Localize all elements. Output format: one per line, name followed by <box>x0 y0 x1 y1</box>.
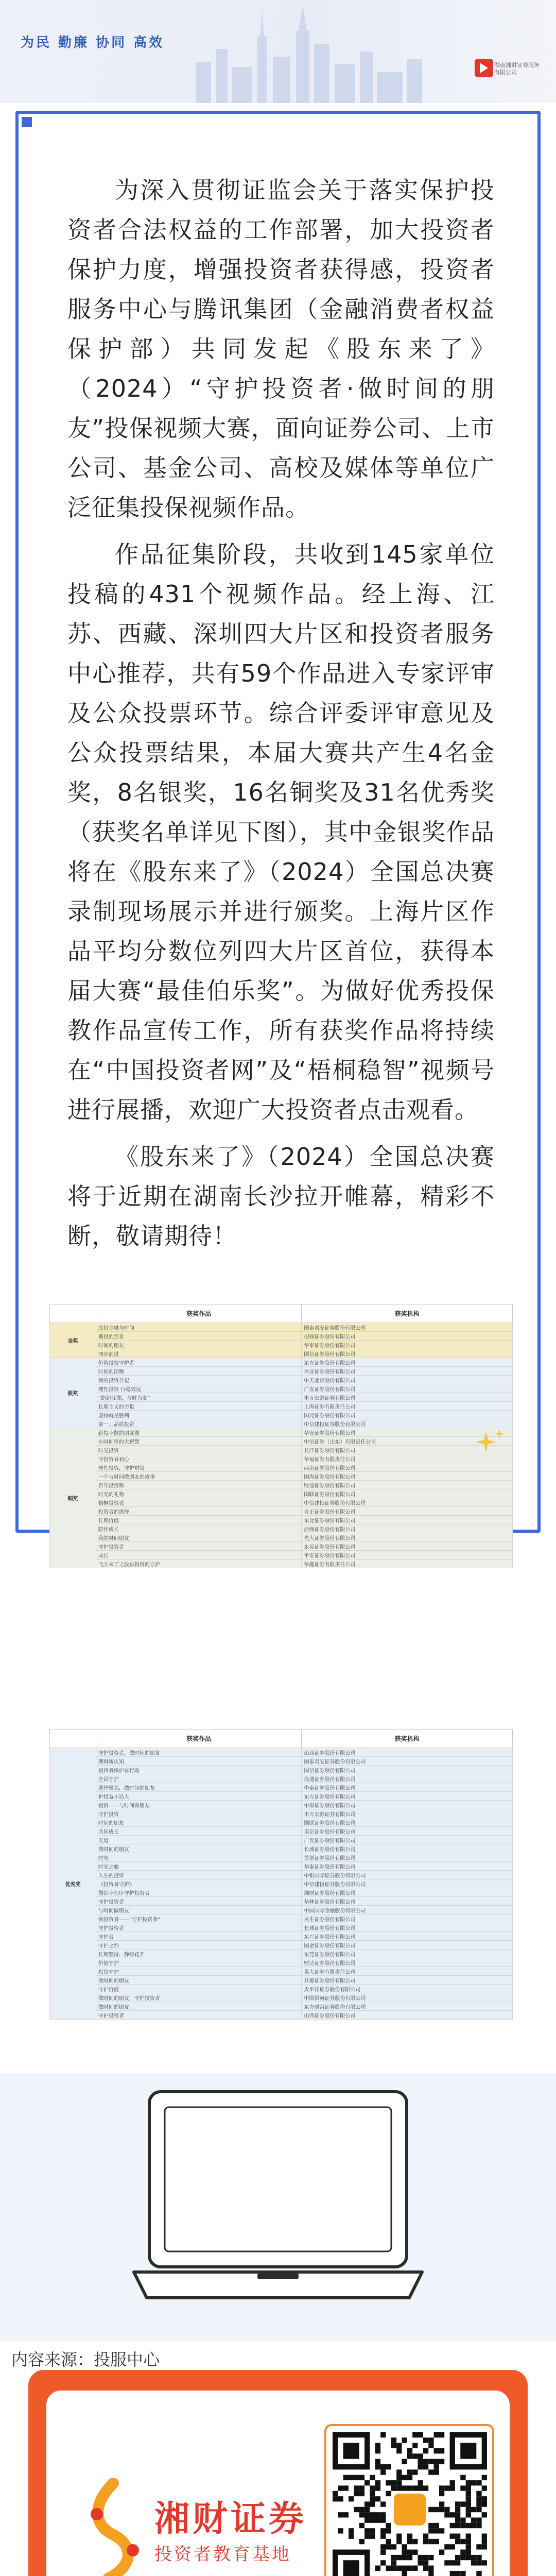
award-work: 理财新认知 <box>96 1757 302 1766</box>
laptop-illustration-section <box>0 2074 556 2342</box>
award-work: 飞天来了之股东投资的守护 <box>96 1560 302 1568</box>
award-work: 长期坚持，静待花开 <box>96 1950 302 1958</box>
award-organization: 中国国际金融股份有限公司 <box>302 1906 513 1914</box>
table-row <box>50 1516 513 1524</box>
award-work: 一个与时间做朋友的故事 <box>96 1472 302 1481</box>
table-row <box>50 1419 513 1428</box>
award-work: 投资者保护在行动 <box>96 1766 302 1774</box>
award-work: 第一…品质投资 <box>96 1419 302 1428</box>
award-work: 守护投资者 <box>96 2011 302 2020</box>
table-row <box>50 1792 513 1801</box>
award-organization: 开源证券股份有限公司 <box>302 1976 513 1985</box>
award-work: 守护投资者 <box>96 1923 302 1932</box>
brand-logo-icon <box>82 2478 149 2576</box>
award-work: 股价金融与时间 <box>96 1323 302 1332</box>
table-row <box>50 2011 513 2020</box>
table-row <box>50 1958 513 1967</box>
article-body <box>67 171 495 1263</box>
award-organization: 东莞证券股份有限公司 <box>302 1950 513 1958</box>
award-organization: 招商证券股份有限公司 <box>302 1332 513 1341</box>
award-work: 时光之旅 <box>96 1862 302 1871</box>
table-header-org: 获奖机构 <box>302 1304 513 1323</box>
table-row <box>50 1862 513 1871</box>
award-organization: 光大证券股份有限公司 <box>302 1533 513 1542</box>
award-work: 理性投资 行稳致远 <box>96 1384 302 1393</box>
table-row <box>50 1463 513 1472</box>
table-row <box>50 1774 513 1783</box>
award-organization: 国联证券股份有限公司 <box>302 1489 513 1498</box>
award-organization: 东方财富证券股份有限公司 <box>302 2002 513 2011</box>
award-organization: 财通证券股份有限公司 <box>302 1481 513 1489</box>
award-organization: 申万宏源证券有限公司 <box>302 1393 513 1402</box>
award-work: 别投的惊喜 <box>96 1332 302 1341</box>
table-row <box>50 1879 513 1888</box>
award-organization: 中天北京股份有限公司 <box>302 1376 513 1384</box>
brand-name: 湘财证券 <box>154 2498 307 2539</box>
award-organization: 国泰君安证券股份有限公司 <box>302 1757 513 1766</box>
award-work: 守护投资者 <box>96 1897 302 1906</box>
award-work: 守护投资 <box>96 1809 302 1818</box>
table-row <box>50 1454 513 1463</box>
award-category: 优秀奖 <box>50 1748 96 2020</box>
award-organization: 上海证券有限责任公司 <box>302 1402 513 1411</box>
table-row <box>50 1871 513 1879</box>
table-row <box>50 1489 513 1498</box>
award-work: 我投资者——“守护投资者” <box>96 1914 302 1923</box>
award-organization: 太平洋证券股份有限公司 <box>302 1985 513 1993</box>
award-work: 护投益小达人 <box>96 1792 302 1801</box>
table-row <box>50 1341 513 1349</box>
table-row <box>50 1481 513 1489</box>
award-organization: 浙商证券股份有限公司 <box>302 1524 513 1533</box>
award-work: 新投小散的朋友圈 <box>96 1428 302 1437</box>
table-row <box>50 1809 513 1818</box>
table-row <box>50 1507 513 1516</box>
table-row <box>50 1923 513 1932</box>
award-work: 时间的朋友 <box>96 1341 302 1349</box>
table-row <box>50 1367 513 1376</box>
city-skyline-illustration <box>185 0 432 103</box>
award-organization: 国泰君安证券股份有限公司 <box>302 1323 513 1332</box>
award-organization: 华泰证券股份有限公司 <box>302 1862 513 1871</box>
award-work: 我的时间朋友 <box>96 1533 302 1542</box>
award-organization: 国信证券股份有限公司 <box>302 1766 513 1774</box>
award-work: 守护价值 <box>96 1985 302 1993</box>
content-source: 内容来源：投服中心 <box>11 2350 160 2369</box>
award-work: 时光投资 <box>96 1446 302 1454</box>
table-row <box>50 1472 513 1481</box>
table-row <box>50 1446 513 1454</box>
award-work: 陪伴成长 <box>96 1524 302 1533</box>
table-header-row <box>50 1730 513 1748</box>
table-row <box>50 1836 513 1844</box>
award-organization: 华泰证券股份有限公司 <box>302 1341 513 1349</box>
award-work: 人生的投资 <box>96 1871 302 1879</box>
award-work: 时间的朋友 <box>96 1818 302 1827</box>
award-work: 长期价值 <box>96 1516 302 1524</box>
award-organization: 东吴证券股份有限公司 <box>302 1542 513 1551</box>
award-organization: 中信建投证券股份有限公司 <box>302 1419 513 1428</box>
sparkle-decoration-icon <box>476 1427 507 1458</box>
award-work: 投资者的选择 <box>96 1507 302 1516</box>
table-row <box>50 1384 513 1393</box>
award-organization: 长江证券股份有限公司 <box>302 1446 513 1454</box>
award-organization: 湘财证券股份有限公司 <box>302 1888 513 1897</box>
award-work: 时光 <box>96 1853 302 1862</box>
table-row <box>50 1437 513 1446</box>
award-organization: 长城证券股份有限公司 <box>302 1923 513 1932</box>
award-work: 做时间的朋友，守护投资者 <box>96 1993 302 2002</box>
award-organization: 山西证券股份有限公司 <box>302 2011 513 2020</box>
table-row <box>50 1551 513 1560</box>
table-row <box>50 1332 513 1341</box>
table-row <box>50 1358 513 1367</box>
award-organization: 平安证券股份有限公司 <box>302 1551 513 1560</box>
award-organization: 国元证券股份有限公司 <box>302 1411 513 1419</box>
table-row <box>50 1428 513 1437</box>
award-organization: 民生证券股份有限公司 <box>302 1914 513 1923</box>
table-row <box>50 1393 513 1402</box>
award-category: 银奖 <box>50 1358 96 1428</box>
company-logo-icon <box>474 58 494 78</box>
table-row <box>50 1932 513 1941</box>
table-row <box>50 1827 513 1836</box>
laptop-icon <box>129 2087 427 2308</box>
table-row <box>50 1498 513 1507</box>
qr-code[interactable] <box>333 2432 487 2576</box>
award-work: 梧桐投资说 <box>96 1498 302 1507</box>
award-organization: 山西证券股份有限公司 <box>302 1748 513 1757</box>
award-organization: 兴业证券股份有限公司 <box>302 1367 513 1376</box>
award-organization: 中信建投证券股份有限公司 <box>302 1498 513 1507</box>
table-row <box>50 1801 513 1809</box>
award-organization: 华福证券有限责任公司 <box>302 1454 513 1463</box>
table-row <box>50 1897 513 1906</box>
award-work: 选择慢美，做时间的朋友 <box>96 1783 302 1792</box>
award-organization: 中银国际证券股份有限公司 <box>302 1871 513 1879</box>
award-organization: 海通证券股份有限公司 <box>302 1774 513 1783</box>
award-work: 《投资者守护》 <box>96 1879 302 1888</box>
table-header-category <box>50 1304 96 1323</box>
award-work: 价值守护 <box>96 1958 302 1967</box>
table-row <box>50 1533 513 1542</box>
table-row <box>50 1844 513 1853</box>
award-organization: 东兴证券股份有限公司 <box>302 1932 513 1941</box>
table-header-row <box>50 1304 513 1323</box>
award-organization: 中信建投证券股份有限公司 <box>302 1879 513 1888</box>
award-work: 价值投资守护者 <box>96 1358 302 1367</box>
award-organization: 国信证券股份有限公司 <box>302 1349 513 1358</box>
promo-inner-card <box>46 2391 510 2576</box>
award-work: 投资——与时间做朋友 <box>96 1801 302 1809</box>
award-table-excellent <box>49 1729 513 2020</box>
award-work: 守护投资者 <box>96 1542 302 1551</box>
award-organization: 华林证券股份有限公司 <box>302 1897 513 1906</box>
table-row <box>50 1542 513 1551</box>
table-row <box>50 1766 513 1774</box>
table-row <box>50 1349 513 1358</box>
table-row <box>50 1914 513 1923</box>
table-row <box>50 1853 513 1862</box>
award-work: 同步前进 <box>96 1349 302 1358</box>
award-organization: 华鑫证券有限责任公司 <box>302 1560 513 1568</box>
table-row <box>50 1783 513 1792</box>
table-row <box>50 1906 513 1914</box>
award-organization: 财达证券股份有限公司 <box>302 1958 513 1967</box>
award-organization: 长城证券股份有限公司 <box>302 1844 513 1853</box>
award-work: 小时间里的大智慧 <box>96 1437 302 1446</box>
article-paragraph-3: 《股东来了》（2024）全国总决赛将于近期在湖南长沙拉开帷幕，精彩不断，敬请期待！ <box>67 1143 495 1250</box>
award-organization: 广发证券股份有限公司 <box>302 1384 513 1393</box>
award-work: 守护投资者，做时间的朋友 <box>96 1748 302 1757</box>
award-organization: 中原证券股份有限公司 <box>302 1801 513 1809</box>
table-row <box>50 1757 513 1766</box>
header-slogan: 为民 勤廉 协同 高效 <box>21 35 165 50</box>
award-work: 做时间的朋友 <box>96 1844 302 1853</box>
table-row <box>50 1376 513 1384</box>
award-work: 全民守护 <box>96 1774 302 1783</box>
award-work: 坚持就是胜利 <box>96 1411 302 1419</box>
award-work: 守投资者初心 <box>96 1454 302 1463</box>
award-work: 做时间的朋友 <box>96 2002 302 2011</box>
award-organization: 东方证券股份有限公司 <box>302 1792 513 1801</box>
article-panel <box>15 111 541 2019</box>
award-work: 共同成长 <box>96 1827 302 1836</box>
table-row <box>50 1950 513 1958</box>
article-paragraph-2: 作品征集阶段，共收到145家单位投稿的431个视频作品。经上海、江苏、西藏、深圳四大片区和投资者服务中心推荐，共有59个作品进入专家评审及公众投票环节。综合评委评审意见及公众投票结果，本届大赛共产生4名金奖，8名银奖，16名铜奖及31名优秀奖（获奖名单详见下图），其中金银奖作品将在《股东来了》（2024）全国总决赛录制现场展示并进行颁奖。上海片区作品平均分数位列四大片区首位，获得本届大赛“最佳伯乐奖”。为做好优秀投保教作品宣传工作，所有获奖作品将持续在“中国投资者网”及“梧桐稳智”视频号进行展播，欢迎广大投资者点击观看。 <box>67 540 495 1124</box>
award-category: 铜奖 <box>50 1428 96 1568</box>
award-organization: 东北证券股份有限公司 <box>302 1516 513 1524</box>
award-work: 理性投资，守护财富 <box>96 1463 302 1472</box>
qr-code-frame <box>324 2424 494 2576</box>
table-row <box>50 1748 513 1757</box>
award-work: 投资守护 <box>96 1967 302 1976</box>
award-organization: 中国银河证券股份有限公司 <box>302 1993 513 2002</box>
award-organization: 申万宏源证券有限公司 <box>302 1809 513 1818</box>
award-organization: 南京证券股份有限公司 <box>302 1827 513 1836</box>
award-work: 与时间做朋友 <box>96 1906 302 1914</box>
table-row <box>50 1411 513 1419</box>
award-work: 做时间的朋友 <box>96 1976 302 1985</box>
panel-corner-decoration <box>22 117 32 127</box>
award-work: 百年投资路 <box>96 1481 302 1489</box>
award-organization: 华安证券股份有限公司 <box>302 1428 513 1437</box>
award-organization: 国金证券股份有限公司 <box>302 1941 513 1950</box>
article-paragraph-1: 为深入贯彻证监会关于落实保护投资者合法权益的工作部署，加大投资者保护力度，增强投资者获得感，投资者服务中心与腾讯集团（金融消费者权益保护部）共同发起《股东来了》（2024）“守护投资者·做时间的朋友”投保视频大赛，面向证券公司、上市公司、基金公司、高校及媒体等单位广泛征集投保视频作品。 <box>67 176 495 521</box>
award-organization: 中信证券（山东）有限责任公司 <box>302 1437 513 1446</box>
table-row <box>50 1888 513 1897</box>
table-row <box>50 1524 513 1533</box>
table-header-work: 获奖作品 <box>96 1730 302 1748</box>
table-row <box>50 1941 513 1950</box>
table-row <box>50 1402 513 1411</box>
award-organization: 方正证券股份有限公司 <box>302 1507 513 1516</box>
award-work: 成长 <box>96 1551 302 1560</box>
award-work: 时间的馈赠 <box>96 1367 302 1376</box>
table-header-org: 获奖机构 <box>302 1730 513 1748</box>
award-work: 微信小程序守护投资者 <box>96 1888 302 1897</box>
award-organization: 中泰证券股份有限公司 <box>302 1783 513 1792</box>
award-work: “跑跑江湖，与时为友” <box>96 1393 302 1402</box>
award-organization: 国联证券股份有限公司 <box>302 1818 513 1827</box>
award-organization: 英大证券有限责任公司 <box>302 1967 513 1976</box>
award-work: 长期主义的力量 <box>96 1402 302 1411</box>
award-work: 时光的礼物 <box>96 1489 302 1498</box>
promo-card <box>28 2370 528 2576</box>
award-organization: 首创证券股份有限公司 <box>302 1853 513 1862</box>
award-category: 金奖 <box>50 1323 96 1358</box>
award-work: 天道 <box>96 1836 302 1844</box>
table-row <box>50 1818 513 1827</box>
header-logo-text: 湖南湘财证券服务有限公司 <box>494 62 540 76</box>
brand-subtitle: 投资者教育基地 <box>154 2544 291 2565</box>
award-organization: 东方证券股份有限公司 <box>302 1358 513 1367</box>
table-header-work: 获奖作品 <box>96 1304 302 1323</box>
table-row <box>50 2002 513 2011</box>
table-row <box>50 1967 513 1976</box>
award-work: 守护者 <box>96 1932 302 1941</box>
table-row <box>50 1985 513 1993</box>
award-organization: 国海证券股份有限公司 <box>302 1472 513 1481</box>
award-organization: 广发证券股份有限公司 <box>302 1836 513 1844</box>
award-organization: 西南证券股份有限公司 <box>302 1463 513 1472</box>
award-work: 守护之约 <box>96 1941 302 1950</box>
award-work: 我的投资日记 <box>96 1376 302 1384</box>
table-row <box>50 1993 513 2002</box>
table-row <box>50 1560 513 1568</box>
table-row <box>50 1323 513 1332</box>
award-table-main <box>49 1304 513 1568</box>
table-row <box>50 1976 513 1985</box>
header-banner <box>0 0 556 103</box>
table-header-category <box>50 1730 96 1748</box>
